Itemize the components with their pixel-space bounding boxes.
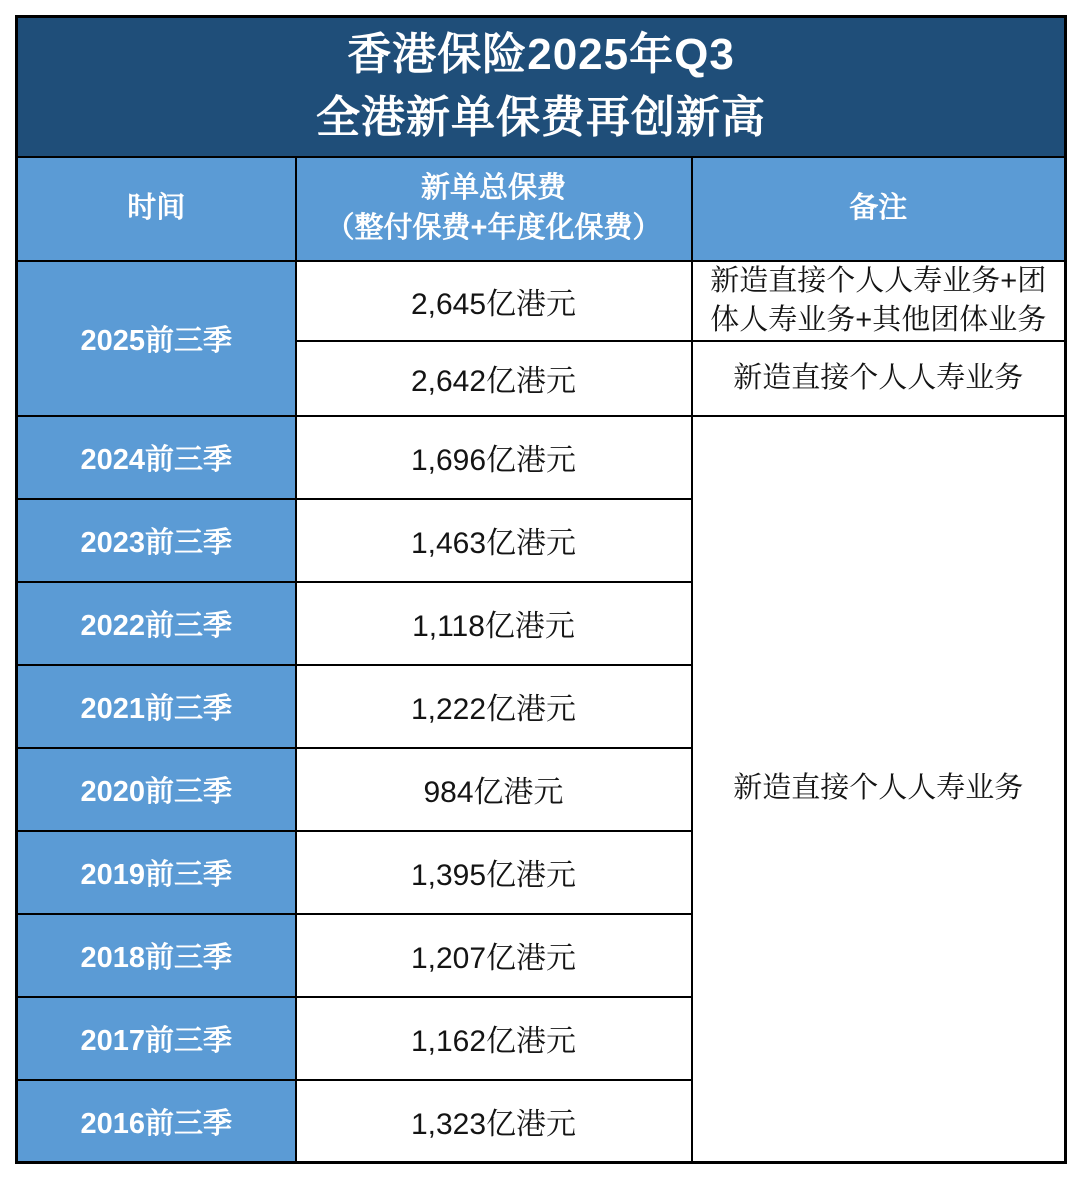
premium-header-line-2: （整付保费+年度化保费） (325, 211, 662, 244)
remark-cell-2025-individual: 新造直接个人人寿业务 (692, 341, 1066, 416)
premium-value-2017: 1,162亿港元 (296, 997, 692, 1080)
period-cell-2017: 2017前三季 (17, 997, 296, 1080)
period-cell-2021: 2021前三季 (17, 665, 296, 748)
premium-value-2022: 1,118亿港元 (296, 582, 692, 665)
period-cell-2020: 2020前三季 (17, 748, 296, 831)
remark-cell-merged: 新造直接个人人寿业务 (692, 416, 1066, 1163)
premium-value-2018: 1,207亿港元 (296, 914, 692, 997)
premium-value-2025-individual: 2,642亿港元 (296, 341, 692, 416)
column-header-remark: 备注 (692, 157, 1066, 261)
premium-value-2024: 1,696亿港元 (296, 416, 692, 499)
page-title (17, 17, 1066, 157)
column-header-time: 时间 (17, 157, 296, 261)
title-row (17, 17, 1066, 157)
premium-header-line-1: 新单总保费 (420, 172, 566, 205)
remark-cell-2025-total: 新造直接个人人寿业务+团体人寿业务+其他团体业务 (692, 261, 1066, 341)
premium-value-2023: 1,463亿港元 (296, 499, 692, 582)
table-row-2024 (17, 416, 1066, 499)
title-line-1: 香港保险2025年Q3 (347, 30, 735, 80)
header-row (17, 157, 1066, 261)
period-cell-2019: 2019前三季 (17, 831, 296, 914)
period-cell-2024: 2024前三季 (17, 416, 296, 499)
premium-value-2020: 984亿港元 (296, 748, 692, 831)
premium-table (15, 15, 1067, 1164)
column-header-premium (296, 157, 692, 261)
table-row-2025-total (17, 261, 1066, 341)
title-line-2: 全港新单保费再创新高 (316, 92, 767, 142)
period-cell-2016: 2016前三季 (17, 1080, 296, 1163)
period-cell-2025: 2025前三季 (17, 261, 296, 416)
premium-value-2025-total: 2,645亿港元 (296, 261, 692, 341)
period-cell-2023: 2023前三季 (17, 499, 296, 582)
premium-value-2016: 1,323亿港元 (296, 1080, 692, 1163)
period-cell-2022: 2022前三季 (17, 582, 296, 665)
period-cell-2018: 2018前三季 (17, 914, 296, 997)
premium-value-2021: 1,222亿港元 (296, 665, 692, 748)
premium-value-2019: 1,395亿港元 (296, 831, 692, 914)
